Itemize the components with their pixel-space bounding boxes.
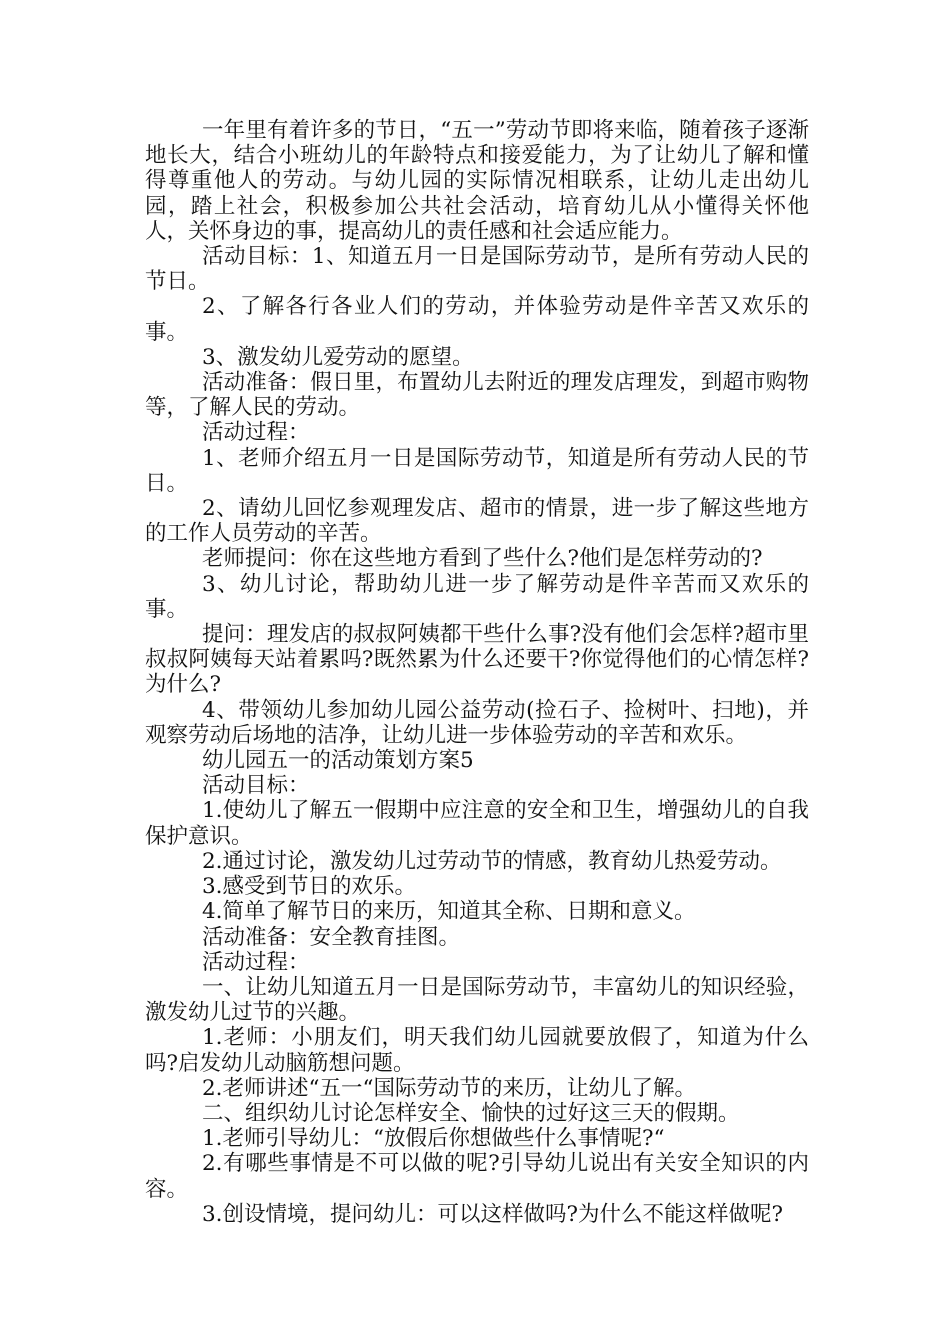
paragraph-questions: 提问：理发店的叔叔阿姨都干些什么事?没有他们会怎样?超市里叔叔阿姨每天站着累吗?既然累为什么还要干?你觉得他们的心情怎样?为什么?	[145, 622, 809, 698]
paragraph-plan5-step-one-1: 1.老师：小朋友们，明天我们幼儿园就要放假了，知道为什么吗?启发幼儿动脑筋想问题。	[145, 1025, 809, 1076]
paragraph-plan5-goal-3: 3.感受到节日的欢乐。	[202, 874, 417, 900]
paragraph-goal-1: 活动目标：1、知道五月一日是国际劳动节，是所有劳动人民的节日。	[145, 244, 809, 295]
paragraph-intro: 一年里有着许多的节日，“五一”劳动节即将来临，随着孩子逐渐地长大，结合小班幼儿的年龄特点和接爱能力，为了让幼儿了解和懂得尊重他人的劳动。与幼儿园的实际情况相联系，让幼儿走出幼儿园，踏上社会，积极参加公共社会活动，培育幼儿从小懂得关怀他人，关怀身边的事，提高幼儿的责任感和社会适应能力。	[145, 118, 809, 244]
section-title-plan-5: 幼儿园五一的活动策划方案5	[202, 748, 474, 774]
paragraph-process-heading: 活动过程：	[202, 420, 310, 446]
paragraph-plan5-step-two: 二、组织幼儿讨论怎样安全、愉快的过好这三天的假期。	[202, 1100, 740, 1126]
paragraph-plan5-step-one-2: 2.老师讲述“五一“国际劳动节的来历，让幼儿了解。	[202, 1075, 696, 1101]
paragraph-teacher-question: 老师提问：你在这些地方看到了些什么?他们是怎样劳动的?	[202, 546, 763, 572]
paragraph-plan5-step-two-1: 1.老师引导幼儿：“放假后你想做些什么事情呢?“	[202, 1126, 665, 1152]
paragraph-goal-2: 2、了解各行各业人们的劳动，并体验劳动是件辛苦又欢乐的事。	[145, 294, 809, 345]
paragraph-goal-3: 3、激发幼儿爱劳动的愿望。	[202, 344, 474, 370]
document-body	[145, 118, 809, 1227]
paragraph-plan5-goal-2: 2.通过讨论，激发幼儿过劳动节的情感，教育幼儿热爱劳动。	[202, 848, 782, 874]
paragraph-plan5-step-one: 一、让幼儿知道五月一日是国际劳动节，丰富幼儿的知识经验，激发幼儿过节的兴趣。	[145, 974, 809, 1026]
paragraph-goals-heading: 活动目标：	[202, 773, 310, 799]
paragraph-plan5-step-two-3: 3.创设情境，提问幼儿：可以这样做吗?为什么不能这样做呢?	[202, 1201, 784, 1227]
paragraph-plan5-goal-1: 1.使幼儿了解五一假期中应注意的安全和卫生，增强幼儿的自我保护意识。	[145, 798, 809, 849]
paragraph-plan5-step-two-2: 2.有哪些事情是不可以做的呢?引导幼儿说出有关安全知识的内容。	[145, 1151, 809, 1202]
paragraph-process-2: 2、请幼儿回忆参观理发店、超市的情景，进一步了解这些地方的工作人员劳动的辛苦。	[145, 496, 809, 547]
paragraph-process-3: 3、幼儿讨论，帮助幼儿进一步了解劳动是件辛苦而又欢乐的事。	[145, 571, 809, 622]
paragraph-process-1: 1、老师介绍五月一日是国际劳动节，知道是所有劳动人民的节日。	[145, 445, 809, 496]
paragraph-process-4: 4、带领幼儿参加幼儿园公益劳动(捡石子、捡树叶、扫地)，并观察劳动后场地的洁净，让幼儿进一步体验劳动的辛苦和欢乐。	[145, 697, 809, 748]
paragraph-plan5-goal-4: 4.简单了解节日的来历，知道其全称、日期和意义。	[202, 899, 696, 925]
paragraph-plan5-process-heading: 活动过程：	[202, 949, 310, 975]
paragraph-preparation: 活动准备：假日里，布置幼儿去附近的理发店理发，到超市购物等，了解人民的劳动。	[145, 370, 809, 421]
paragraph-plan5-preparation: 活动准备：安全教育挂图。	[202, 924, 461, 950]
